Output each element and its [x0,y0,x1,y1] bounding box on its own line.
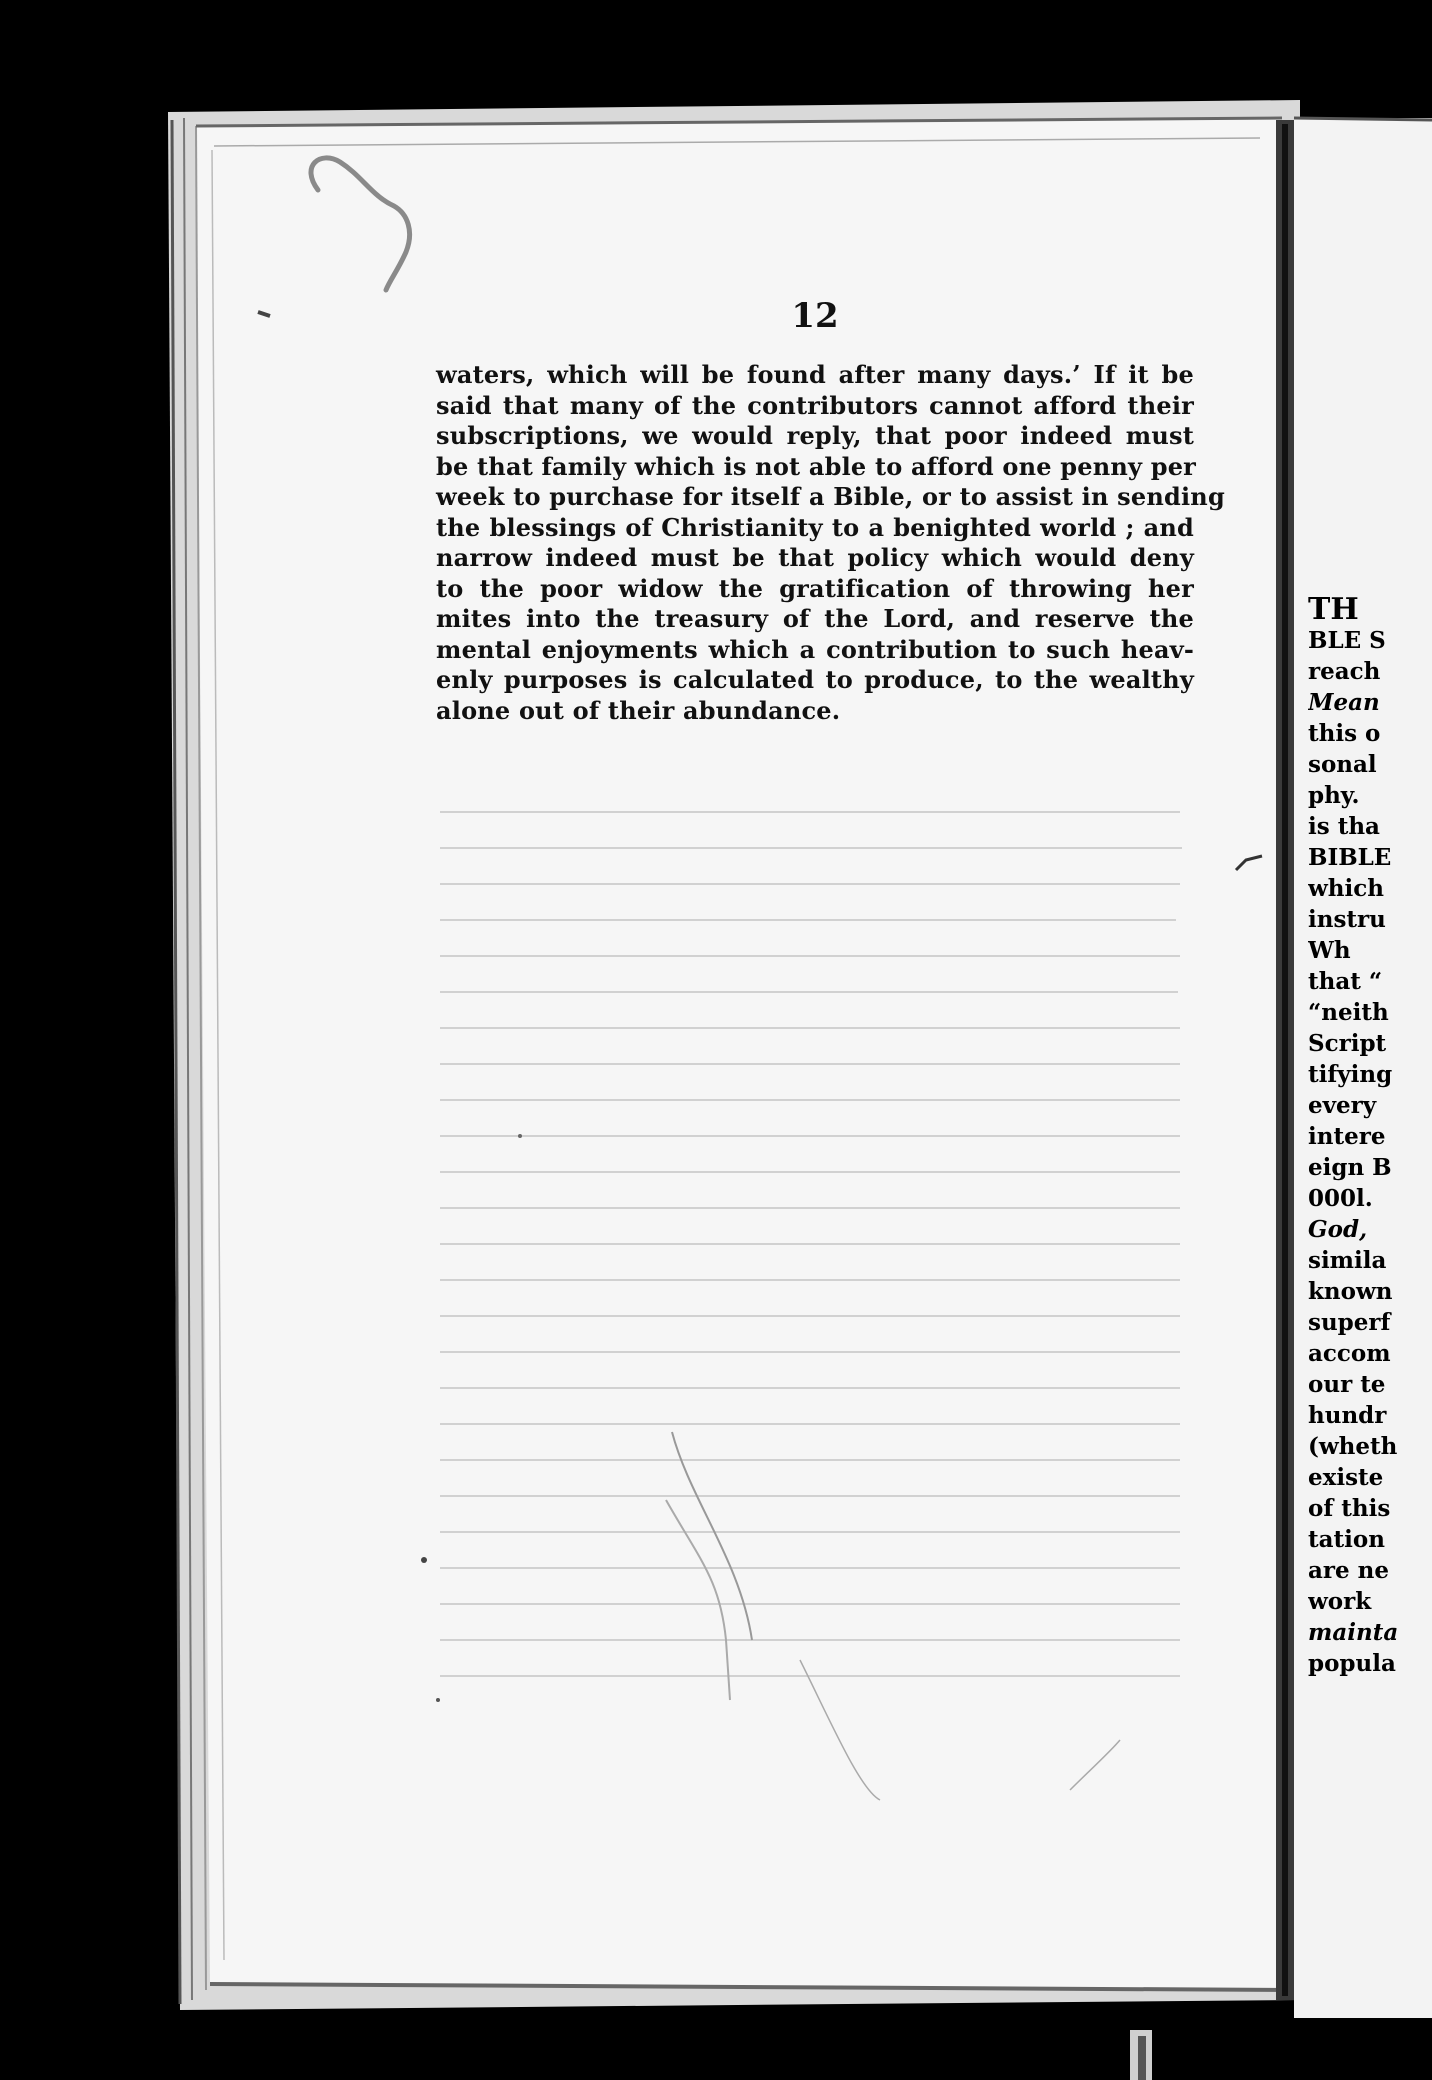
text-line: mites into the treasury of the Lord, and reserve the [436,604,1194,633]
facing-line: accom [1308,1340,1391,1367]
facing-line: instru [1308,906,1386,933]
text-line: to the poor widow the gratification of throwing her [436,573,1194,603]
facing-line: eign B [1308,1154,1392,1181]
page-number: 12 [791,296,839,336]
facing-line: simila [1308,1247,1387,1274]
facing-line: our te [1308,1371,1386,1398]
facing-line: every [1308,1092,1377,1119]
text-line: waters, which will be found after many days.’ If it be [436,360,1194,389]
facing-line: intere [1308,1123,1386,1150]
facing-line: Script [1308,1030,1387,1057]
facing-line: is tha [1308,813,1380,840]
facing-line: of this [1308,1495,1391,1522]
facing-line: popula [1308,1650,1396,1677]
facing-page-text [1308,594,1432,1679]
facing-line: reach [1308,658,1381,685]
facing-line: 000l. [1308,1185,1373,1212]
facing-line: existe [1308,1464,1384,1491]
facing-line: BLE S [1308,627,1386,654]
text-line: alone out of their abundance. [436,695,841,725]
facing-line: Mean [1308,689,1380,716]
facing-line: sonal [1308,751,1377,778]
text-line: narrow indeed must be that policy which would deny [436,543,1194,572]
facing-line: BIBLE [1308,844,1392,871]
facing-line: superf [1308,1309,1391,1336]
facing-line: mainta [1308,1619,1399,1646]
facing-line: Wh [1308,937,1351,964]
facing-line: tation [1308,1526,1385,1553]
page-text-block [436,360,1225,726]
facing-line: phy. [1308,782,1360,809]
text-line: mental enjoyments which a contribution to such heav- [436,634,1194,664]
facing-line: “neith [1308,999,1389,1026]
facing-line: that “ [1308,968,1383,995]
facing-line: (wheth [1308,1433,1398,1460]
facing-line: tifying [1308,1061,1393,1088]
text-line: subscriptions, we would reply, that poor indeed must [436,421,1194,450]
text-line: be that family which is not able to afford one penny per [436,451,1197,481]
text-line: the blessings of Christianity to a benighted world ; and [436,512,1194,542]
facing-line: hundr [1308,1402,1387,1429]
text-line: said that many of the contributors cannot afford their [436,390,1194,420]
facing-line: known [1308,1278,1393,1305]
facing-line: which [1308,875,1384,902]
facing-line: work [1308,1588,1372,1615]
facing-line: TH [1308,594,1359,625]
facing-line: are ne [1308,1557,1390,1584]
text-line: week to purchase for itself a Bible, or to assist in sending [436,482,1225,511]
facing-line: God, [1308,1216,1368,1243]
facing-line: this o [1308,720,1381,747]
text-line: enly purposes is calculated to produce, to the wealthy [436,665,1194,694]
